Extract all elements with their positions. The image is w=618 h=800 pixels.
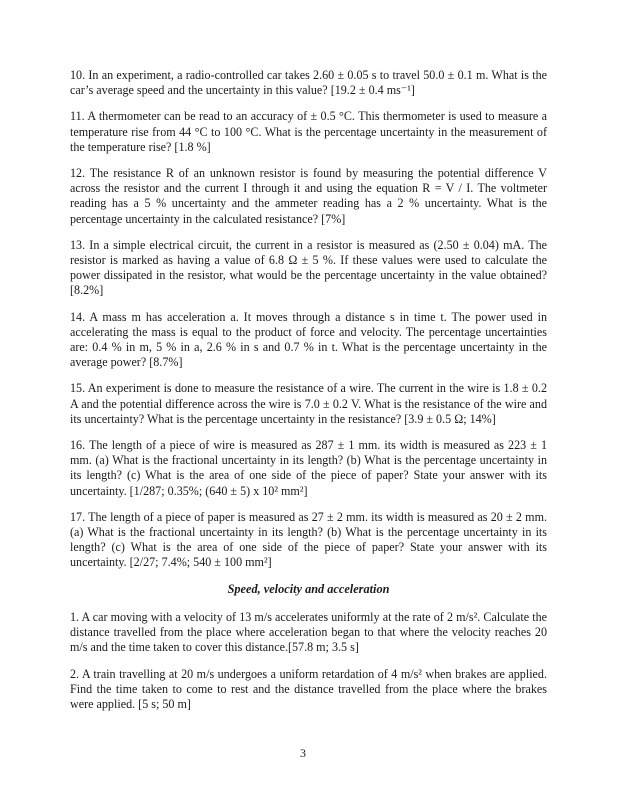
uncertainty-problem-12: 12. The resistance R of an unknown resistor is found by measuring the potential difference V across the resistor and the current I through it and using the equation R = V / I. The voltmeter reading has a 5 % uncertainty and the ammeter reading has a 2 % uncertainty. What is the percentage uncertainty in the calculated resistance? [7%] <box>70 166 547 226</box>
page-content <box>70 68 547 723</box>
uncertainty-problem-11: 11. A thermometer can be read to an accuracy of ± 0.5 °C. This thermometer is used to measure a temperature rise from 44 °C to 100 °C. What is the percentage uncertainty in the measurement of the temperature rise? [1.8 %] <box>70 109 547 154</box>
uncertainty-problem-15: 15. An experiment is done to measure the resistance of a wire. The current in the wire is 1.8 ± 0.2 A and the potential difference across the wire is 7.0 ± 0.2 V. What is the resistance of the wire and its uncertainty? What is the percentage uncertainty in the resistance? [3.9 ± 0.5 Ω; 14%] <box>70 381 547 426</box>
page-number: 3 <box>300 746 306 760</box>
section-heading: Speed, velocity and acceleration <box>227 581 390 596</box>
uncertainty-problem-14: 14. A mass m has acceleration a. It moves through a distance s in time t. The power used in accelerating the mass is equal to the product of force and velocity. The percentage uncertainties are: 0.4 % in m, 5 % in a, 2.6 % in s and 0.7 % in t. What is the percentage uncertainty in the average power? [8.7%] <box>70 309 547 370</box>
speed-problem-1: 1. A car moving with a velocity of 13 m/s accelerates uniformly at the rate of 2 m/s². Calculate the distance travelled from the place where acceleration began to that where the velocity reaches 20 m/s and the time taken to cover this distance.[57.8 m; 3.5 s] <box>70 609 547 655</box>
uncertainty-problem-16: 16. The length of a piece of wire is measured as 287 ± 1 mm. its width is measured as 223 ± 1 mm. (a) What is the fractional uncertainty in its length? (b) What is the percentage uncertainty in its length? (c) What is the area of one side of the piece of paper? State your answer with its uncertainty. [1/287; 0.35%; (640 ± 5) x 10² mm²] <box>70 438 547 498</box>
uncertainty-problem-13: 13. In a simple electrical circuit, the current in a resistor is measured as (2.50 ± 0.04) mA. The resistor is marked as having a value of 6.8 Ω ± 5 %. If these values were used to calculate the power dissipated in the resistor, what would be the percentage uncertainty in the value obtained? [8.2%] <box>70 237 547 298</box>
uncertainty-problem-10: 10. In an experiment, a radio-controlled car takes 2.60 ± 0.05 s to travel 50.0 ± 0.1 m. What is the car’s average speed and the uncertainty in this value? [19.2 ± 0.4 ms⁻¹] <box>70 68 547 98</box>
uncertainty-problem-17: 17. The length of a piece of paper is measured as 27 ± 2 mm. its width is measured as 20 ± 2 mm. (a) What is the fractional uncertainty in its length? (b) What is the percentage uncertainty in its length? (c) What is the area of one side of the piece of paper? State your answer with its uncertainty. [2/27; 7.4%; 540 ± 100 mm²] <box>70 509 547 570</box>
speed-problem-2: 2. A train travelling at 20 m/s undergoes a uniform retardation of 4 m/s² when brakes are applied. Find the time taken to come to rest and the distance travelled from the place where the brakes were applied. [5 s; 50 m] <box>70 666 547 711</box>
